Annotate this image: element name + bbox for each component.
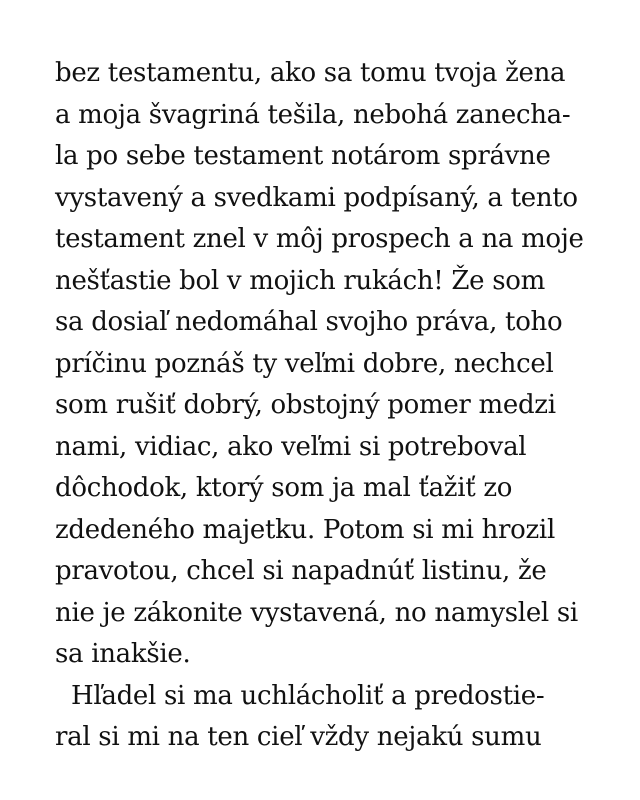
text-line: som rušiť dobrý, obstojný pomer medzi — [55, 390, 556, 420]
text-line: nie je zákonite vystavená, no namyslel si — [55, 597, 578, 628]
text-line: pravotou, chcel si napadnúť listinu, že — [55, 556, 547, 586]
text-line: dôchodok, ktorý som ja mal ťažiť zo — [55, 473, 513, 503]
body-text — [55, 53, 615, 759]
text-line: sa inakšie. — [55, 639, 191, 669]
text-line: vystavený a svedkami podpísaný, a tento — [55, 182, 578, 213]
text-line: la po sebe testament notárom správne — [55, 141, 551, 171]
text-line: a moja švagriná tešila, nebohá zanecha- — [55, 99, 571, 130]
text-line: príčinu poznáš ty veľmi dobre, nechcel — [55, 348, 554, 379]
text-line-paragraph-start: Hľadel si ma uchlácholiť a predostie- — [71, 680, 545, 711]
text-line: sa dosiaľ nedomáhal svojho práva, toho — [55, 307, 563, 337]
text-line: ral si mi na ten cieľ vždy nejakú sumu — [55, 722, 542, 752]
text-line: zdedeného majetku. Potom si mi hrozil — [55, 514, 555, 545]
text-line: nešťastie bol v mojich rukách! Že som — [55, 265, 545, 296]
text-line: testament znel v môj prospech a na moje — [55, 224, 584, 254]
text-line: nami, vidiac, ako veľmi si potreboval — [55, 431, 527, 462]
text-line: bez testamentu, ako sa tomu tvoja žena — [55, 58, 566, 88]
